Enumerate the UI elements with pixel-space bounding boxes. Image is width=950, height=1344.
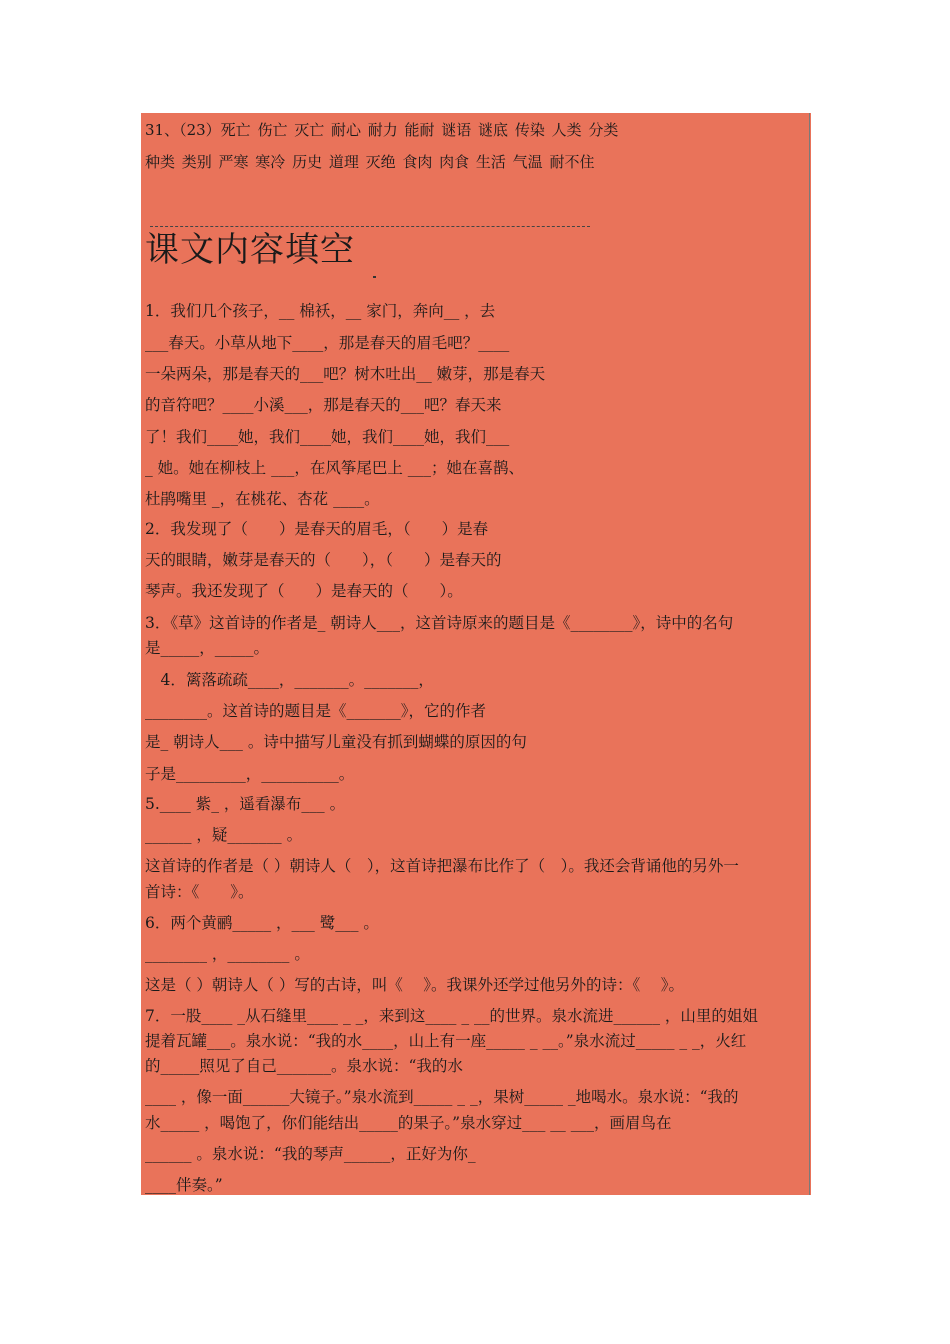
text-line: 5.____ 紫_ ，遥看瀑布___ 。: [145, 795, 346, 813]
text-line: ___春天。小草从地下____，那是春天的眉毛吧？____: [145, 334, 510, 352]
text-line: 1．我们几个孩子，__ 棉袄，__ 家门，奔向__ ，去: [145, 302, 496, 320]
text-line: 4．篱落疏疏____，_______。_______，: [145, 671, 434, 689]
text-line: 天的眼睛，嫩芽是春天的（ ），（ ）是春天的: [145, 551, 502, 569]
section-title: 课文内容填空: [145, 230, 355, 270]
text-line: 首诗：《 》。: [145, 883, 254, 901]
text-line: 的_____照见了自己_______。泉水说：“我的水: [145, 1057, 463, 1075]
text-line: _ 她。她在柳枝上 ___，在风筝尾巴上 ___；她在喜鹊、: [145, 459, 525, 477]
text-line: 杜鹃嘴里 _，在桃花、杏花 ____。: [145, 490, 380, 508]
text-line: 3．《草》这首诗的作者是_ 朝诗人___，这首诗原来的题目是《________》，诗中的名句: [145, 614, 734, 632]
text-line: 7．一股____ _从石缝里____ _ _，来到这____ _ __的世界。泉水流进______ ，山里的姐姐: [145, 1007, 758, 1025]
text-line: ____ ，像一面______大镜子。”泉水流到_____ _ _，果树_____ _地喝水。泉水说：“我的: [145, 1088, 739, 1106]
text-line: 水_____ ，喝饱了，你们能结出_____的果子。”泉水穿过___ __ ___，画眉鸟在: [145, 1114, 672, 1132]
text-line: 6．两个黄鹂_____ ，___ 鹭___ 。: [145, 914, 379, 932]
page-edge-line: [809, 113, 810, 1195]
text-line: 琴声。我还发现了（ ）是春天的（ ）。: [145, 582, 463, 600]
text-line: 一朵两朵，那是春天的___吧？树木吐出__ 嫩芽，那是春天: [145, 365, 546, 383]
small-mark: [373, 276, 376, 278]
text-line: 2．我发现了（ ）是春天的眉毛，（ ）是春: [145, 520, 489, 538]
text-line: ________。这首诗的题目是《_______》，它的作者: [145, 702, 487, 720]
text-line: 这首诗的作者是（ ）朝诗人（ ），这首诗把瀑布比作了（ ）。我还会背诵他的另外一: [145, 857, 739, 875]
text-line: 提着瓦罐___。泉水说：“我的水____，山上有一座_____ _ __。”泉水流过_____ _ _，火红: [145, 1032, 747, 1050]
text-line: 子是_________，__________。: [145, 765, 355, 783]
vocab-line-2: 种类 类别 严寒 寒冷 历史 道理 灭绝 食肉 肉食 生活 气温 耐不住: [145, 153, 595, 171]
text-line: 是_ 朝诗人___ 。诗中描写儿童没有抓到蝴蝶的原因的句: [145, 733, 527, 751]
text-line: 是_____，_____。: [145, 639, 270, 657]
text-line: ____伴奏。”: [145, 1176, 223, 1194]
text-line: 的音符吧？____小溪___，那是春天的___吧？春天来: [145, 396, 502, 414]
text-line: 这是（ ）朝诗人（ ）写的古诗，叫《 》。我课外还学过他另外的诗：《 》。: [145, 976, 684, 994]
text-line: ______ ，疑_______ 。: [145, 826, 303, 844]
text-line: ________ ，________ 。: [145, 945, 310, 963]
text-line: 了！我们____她，我们____她，我们____她，我们___: [145, 428, 510, 446]
vocab-line-1: 31、（23）死亡 伤亡 灭亡 耐心 耐力 能耐 谜语 谜底 传染 人类 分类: [145, 121, 619, 139]
dashed-divider: [150, 226, 590, 227]
text-line: ______ 。泉水说：“我的琴声______，正好为你_: [145, 1145, 476, 1163]
